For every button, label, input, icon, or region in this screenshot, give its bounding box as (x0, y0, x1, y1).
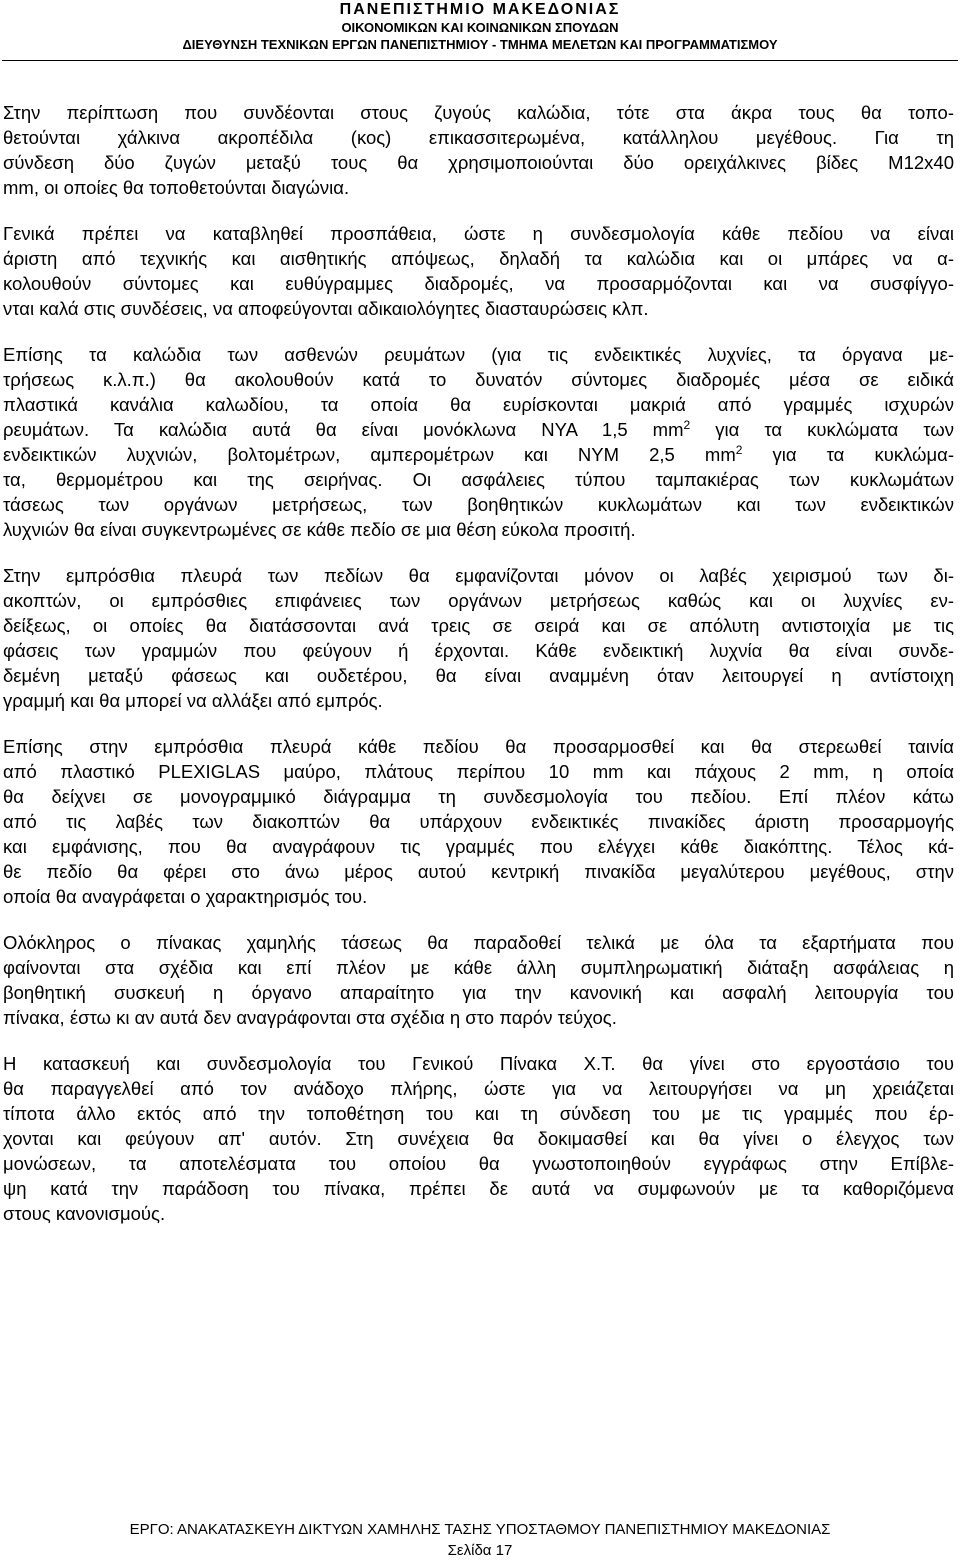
paragraph-1 (3, 100, 954, 200)
text-line: χονται και φεύγουν απ' αυτόν. Στη συνέχεια θα δοκιμασθεί και θα γίνει ο έλεγχος των (3, 1128, 954, 1149)
footer-project: ΕΡΓΟ: ΑΝΑΚΑΤΑΣΚΕΥΗ ΔΙΚΤΥΩΝ ΧΑΜΗΛΗΣ ΤΑΣΗΣ ΥΠΟΣΤΑΘΜΟΥ ΠΑΝΕΠΙΣΤΗΜΙΟΥ ΜΑΚΕΔΟΝΙΑΣ (129, 1521, 831, 1538)
text-line: δεμένη μεταξύ φάσεως και ουδετέρου, θα είναι αναμμένη όταν λειτουργεί η αντίστοιχη (3, 665, 954, 686)
university-name: ΠΑΝΕΠΙΣΤΗΜΙΟ ΜΑΚΕΔΟΝΙΑΣ (339, 1, 621, 18)
text-line: ακοπτών, οι εμπρόσθιες επιφάνειες των οργάνων μετρήσεως καθώς και οι λυχνίες εν- (3, 590, 954, 611)
text-line: από πλαστικό PLEXIGLAS μαύρο, πλάτους περίπου 10 mm και πάχους 2 mm, η οποία (3, 761, 954, 782)
text-line: δείξεως, οι οποίες θα διατάσσονται ανά τρεις σε σειρά και σε απόλυτη αντιστοιχία με τις (3, 615, 954, 636)
school-name: ΟΙΚΟΝΟΜΙΚΩΝ ΚΑΙ ΚΟΙΝΩΝΙΚΩΝ ΣΠΟΥΔΩΝ (341, 20, 619, 35)
superscript: 2 (735, 443, 743, 457)
text-line: και εμφάνισης, που θα αναγράφουν τις γραμμές που ελέγχει κάθε διακόπτης. Τέλος κά- (3, 836, 954, 857)
text-line: από τις λαβές των διακοπτών θα υπάρχουν ενδεικτικές πινακίδες άριστη προσαρμογής (3, 811, 954, 832)
text-line: τίποτα άλλο εκτός από την τοποθέτηση του και τη σύνδεση του με τις γραμμές που έρ- (3, 1103, 954, 1124)
text-line: τρήσεως κ.λ.π.) θα ακολουθούν κατά το δυνατόν σύντομες διαδρομές μέσα σε ειδικά (3, 369, 954, 390)
text-line: λυχνιών θα είναι συγκεντρωμένες σε κάθε πεδίο σε μια θέση εύκολα προσιτή. (3, 519, 636, 540)
page-header (0, 0, 960, 53)
text-line: φάσεις των γραμμών που φεύγουν ή έρχονται. Κάθε ενδεικτική λυχνία θα είναι συνδε- (3, 640, 954, 661)
text-line: Επίσης τα καλώδια των ασθενών ρευμάτων (για τις ενδεικτικές λυχνίες, τα όργανα με- (3, 344, 954, 365)
text-line: Ολόκληρος ο πίνακας χαμηλής τάσεως θα παραδοθεί τελικά με όλα τα εξαρτήματα που (3, 932, 954, 953)
text-line: φαίνονται στα σχέδια και επί πλέον με κάθε άλλη συμπληρωματική διάταξη ασφάλειας η (3, 957, 954, 978)
paragraph-3 (3, 342, 954, 542)
text-line: θα δείχνει σε μονογραμμικό διάγραμμα τη συνδεσμολογία του πεδίου. Επί πλέον κάτω (3, 786, 954, 807)
text-line: κολουθούν σύντομες και ευθύγραμμες διαδρομές, να προσαρμόζονται και να συσφίγγο- (3, 273, 954, 294)
text-line: θα παραγγελθεί από τον ανάδοχο πλήρης, ώστε για να λειτουργήσει να μη χρειάζεται (3, 1078, 954, 1099)
department-name: ΔΙΕΥΘΥΝΣΗ ΤΕΧΝΙΚΩΝ ΕΡΓΩΝ ΠΑΝΕΠΙΣΤΗΜΙΟΥ - ΤΜΗΜΑ ΜΕΛΕΤΩΝ ΚΑΙ ΠΡΟΓΡΑΜΜΑΤΙΣΜΟΥ (182, 37, 778, 52)
text-line: mm, οι οποίες θα τοποθετούνται διαγώνια. (3, 177, 350, 198)
paragraph-2 (3, 221, 954, 321)
text-line: πλαστικά κανάλια καλωδίου, τα οποία θα ευρίσκονται μακριά από γραμμές ισχυρών (3, 394, 954, 415)
text-line: σύνδεση δύο ζυγών μεταξύ τους θα χρησιμοποιούνται δύο ορειχάλκινες βίδες Μ12x40 (3, 152, 954, 173)
paragraph-4 (3, 563, 954, 713)
paragraph-6 (3, 930, 954, 1030)
text-segment: ρευμάτων. Τα καλώδια αυτά θα είναι μονόκλωνα ΝΥΑ 1,5 mm (3, 419, 684, 440)
paragraph-5 (3, 734, 954, 909)
text-segment: για τα κυκλώματα των (690, 419, 954, 440)
text-line: νται καλά στις συνδέσεις, να αποφεύγονται αδικαιολόγητες διασταυρώσεις κλπ. (3, 298, 649, 319)
text-line: Γενικά πρέπει να καταβληθεί προσπάθεια, ώστε η συνδεσμολογία κάθε πεδίου να είναι (3, 223, 954, 244)
page-number: Σελίδα 17 (447, 1542, 513, 1559)
header-divider (2, 60, 958, 61)
text-line: Στην περίπτωση που συνδέονται στους ζυγούς καλώδια, τότε στα άκρα τους θα τοπο- (3, 102, 954, 123)
text-line: Η κατασκευή και συνδεσμολογία του Γενικού Πίνακα Χ.Τ. θα γίνει στο εργοστάσιο του (3, 1053, 954, 1074)
superscript: 2 (683, 418, 691, 432)
text-line: ψη κατά την παράδοση του πίνακα, πρέπει δε αυτά να συμφωνούν με τα καθοριζόμενα (3, 1178, 954, 1199)
text-line: γραμμή και θα μπορεί να αλλάξει από εμπρός. (3, 690, 383, 711)
text-line: Στην εμπρόσθια πλευρά των πεδίων θα εμφανίζονται μόνον οι λαβές χειρισμού των δι- (3, 565, 954, 586)
text-line: τάσεως των οργάνων μετρήσεως, των βοηθητικών κυκλωμάτων και των ενδεικτικών (3, 494, 954, 515)
text-line: οποία θα αναγράφεται ο χαρακτηρισμός του. (3, 886, 368, 907)
text-line: πίνακα, έστω κι αν αυτά δεν αναγράφονται στα σχέδια η στο παρόν τεύχος. (3, 1007, 617, 1028)
text-line: θε πεδίο θα φέρει στο άνω μέρος αυτού κεντρική πινακίδα μεγαλύτερου μεγέθους, στην (3, 861, 954, 882)
text-line: βοηθητική συσκευή η όργανο απαραίτητο για την κανονική και ασφαλή λειτουργία του (3, 982, 954, 1003)
text-line: στους κανονισμούς. (3, 1203, 166, 1224)
document-body (3, 100, 954, 1247)
text-line: θετούνται χάλκινα ακροπέδιλα (κος) επικασσιτερωμένα, κατάλληλου μεγέθους. Για τη (3, 127, 954, 148)
text-line: τα, θερμομέτρου και της σειρήνας. Οι ασφάλειες τύπου ταμπακιέρας των κυκλωμάτων (3, 469, 954, 490)
text-segment: για τα κυκλώμα- (742, 444, 954, 465)
text-line: Επίσης στην εμπρόσθια πλευρά κάθε πεδίου θα προσαρμοσθεί και θα στερεωθεί ταινία (3, 736, 954, 757)
text-line-with-superscript (3, 417, 954, 442)
text-segment: ενδεικτικών λυχνιών, βολτομέτρων, αμπερομέτρων και ΝΥΜ 2,5 mm (3, 444, 736, 465)
paragraph-7 (3, 1051, 954, 1226)
text-line-with-superscript (3, 442, 954, 467)
text-line: άριστη από τεχνικής και αισθητικής απόψεως, δηλαδή τα καλώδια και οι μπάρες να α- (3, 248, 954, 269)
text-line: μονώσεων, τα αποτελέσματα του οποίου θα γνωστοποιηθούν εγγράφως στην Επίβλε- (3, 1153, 954, 1174)
